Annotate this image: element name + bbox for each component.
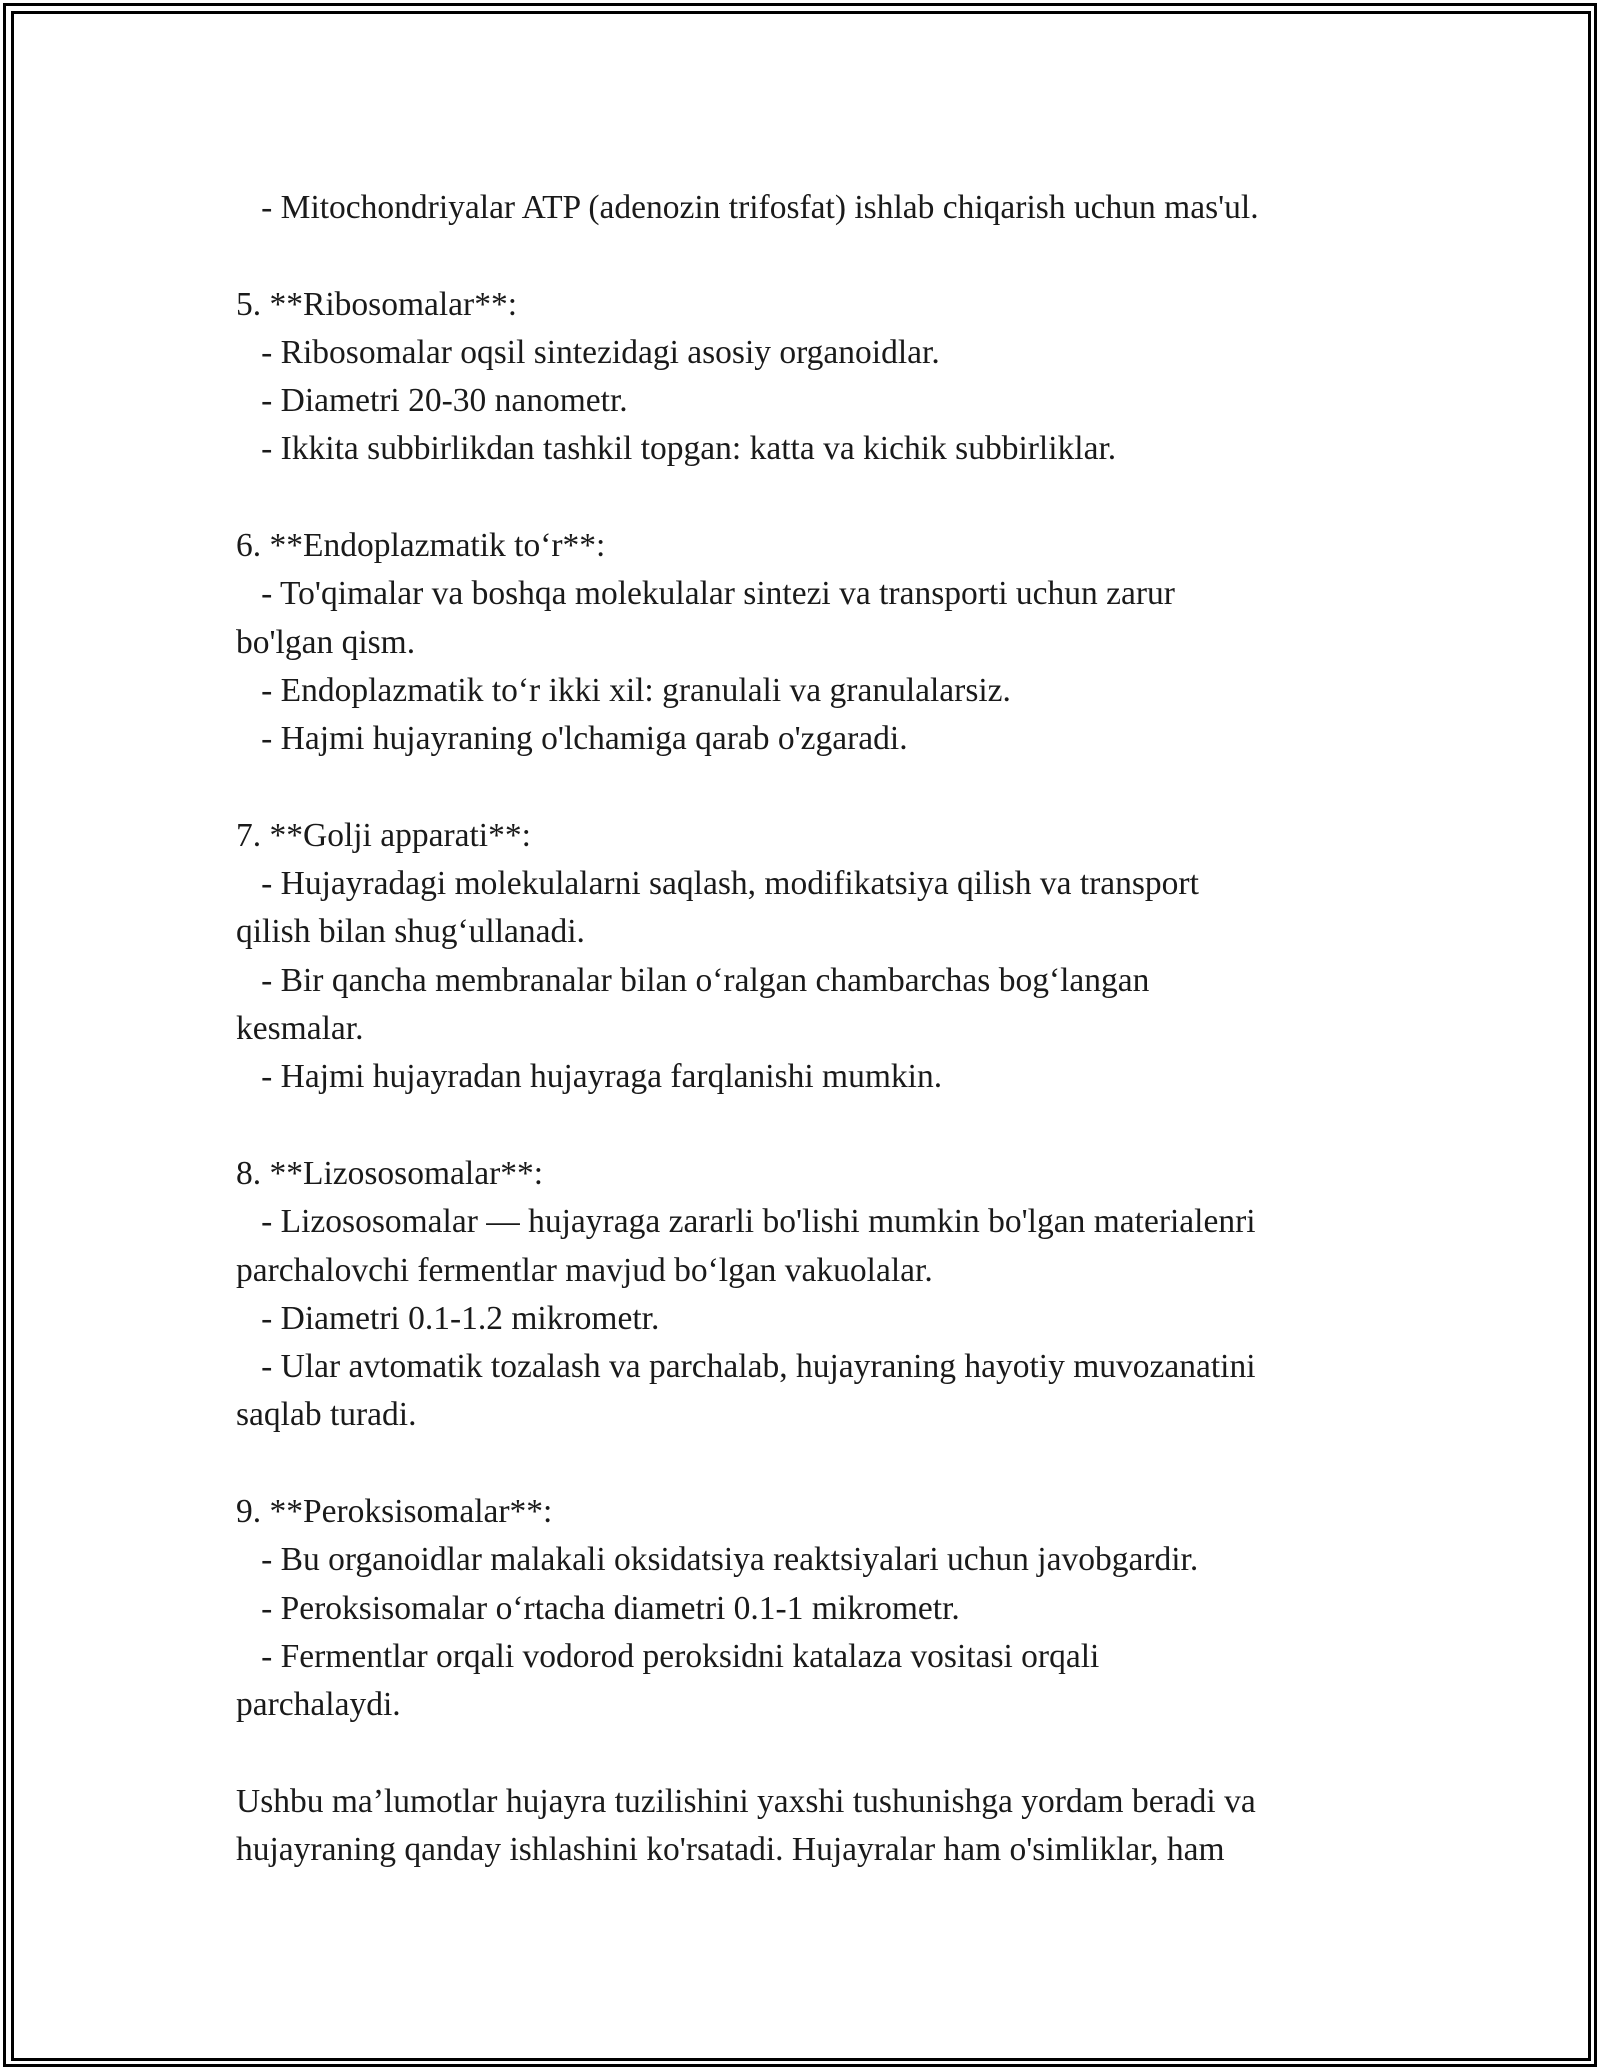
text-line: 9. **Peroksisomalar**: [236, 1493, 553, 1531]
text-line: Ushbu ma’lumotlar hujayra tuzilishini yaxshi tushunishga yordam beradi va [236, 1782, 1256, 1820]
text-line: - Lizososomalar — hujayraga zararli bo'lishi mumkin bo'lgan materialenri [236, 1203, 1256, 1241]
text-line: 5. **Ribosomalar**: [236, 285, 518, 323]
text-line: - Peroksisomalar o‘rtacha diametri 0.1-1 mikrometr. [236, 1589, 960, 1627]
text-line: parchalaydi. [236, 1686, 401, 1724]
text-line: - To'qimalar va boshqa molekulalar sintezi va transporti uchun zarur [236, 575, 1175, 613]
text-line: qilish bilan shug‘ullanadi. [236, 913, 585, 951]
blank-line [236, 1440, 1376, 1488]
blank-line [236, 1730, 1376, 1778]
text-line: - Diametri 20-30 nanometr. [236, 382, 628, 420]
text-line: bo'lgan qism. [236, 623, 416, 661]
text-line: - Endoplazmatik to‘r ikki xil: granulali va granulalarsiz. [236, 671, 1011, 709]
text-line: - Ular avtomatik tozalash va parchalab, hujayraning hayotiy muvozanatini [236, 1348, 1256, 1386]
text-line: parchalovchi fermentlar mavjud bo‘lgan vakuolalar. [236, 1251, 933, 1289]
document-body [236, 184, 1376, 1874]
text-line: 7. **Golji apparati**: [236, 816, 531, 854]
blank-line [236, 232, 1376, 280]
text-line: - Bu organoidlar malakali oksidatsiya reaktsiyalari uchun javobgardir. [236, 1541, 1199, 1579]
text-line: hujayraning qanday ishlashini ko'rsatadi. Hujayralar ham o'simliklar, ham [236, 1831, 1225, 1869]
text-line: - Hajmi hujayraning o'lchamiga qarab o'zgaradi. [236, 720, 908, 758]
text-line: - Diametri 0.1-1.2 mikrometr. [236, 1299, 660, 1337]
text-line: - Bir qancha membranalar bilan o‘ralgan chambarchas bog‘langan [236, 961, 1150, 999]
blank-line [236, 1102, 1376, 1150]
text-line: - Ribosomalar oqsil sintezidagi asosiy organoidlar. [236, 333, 940, 371]
text-line: - Fermentlar orqali vodorod peroksidni katalaza vositasi orqali [236, 1637, 1100, 1675]
blank-line [236, 764, 1376, 812]
blank-line [236, 474, 1376, 522]
text-line: - Hujayradagi molekulalarni saqlash, modifikatsiya qilish va transport [236, 865, 1199, 903]
text-line: - Hajmi hujayradan hujayraga farqlanishi mumkin. [236, 1058, 943, 1096]
text-line: - Mitochondriyalar ATP (adenozin trifosfat) ishlab chiqarish uchun mas'ul. [236, 189, 1259, 226]
text-line: 8. **Lizososomalar**: [236, 1154, 544, 1192]
text-line: 6. **Endoplazmatik to‘r**: [236, 527, 606, 565]
text-line: kesmalar. [236, 1010, 364, 1048]
text-line: - Ikkita subbirlikdan tashkil topgan: katta va kichik subbirliklar. [236, 430, 1117, 468]
text-line: saqlab turadi. [236, 1396, 417, 1434]
